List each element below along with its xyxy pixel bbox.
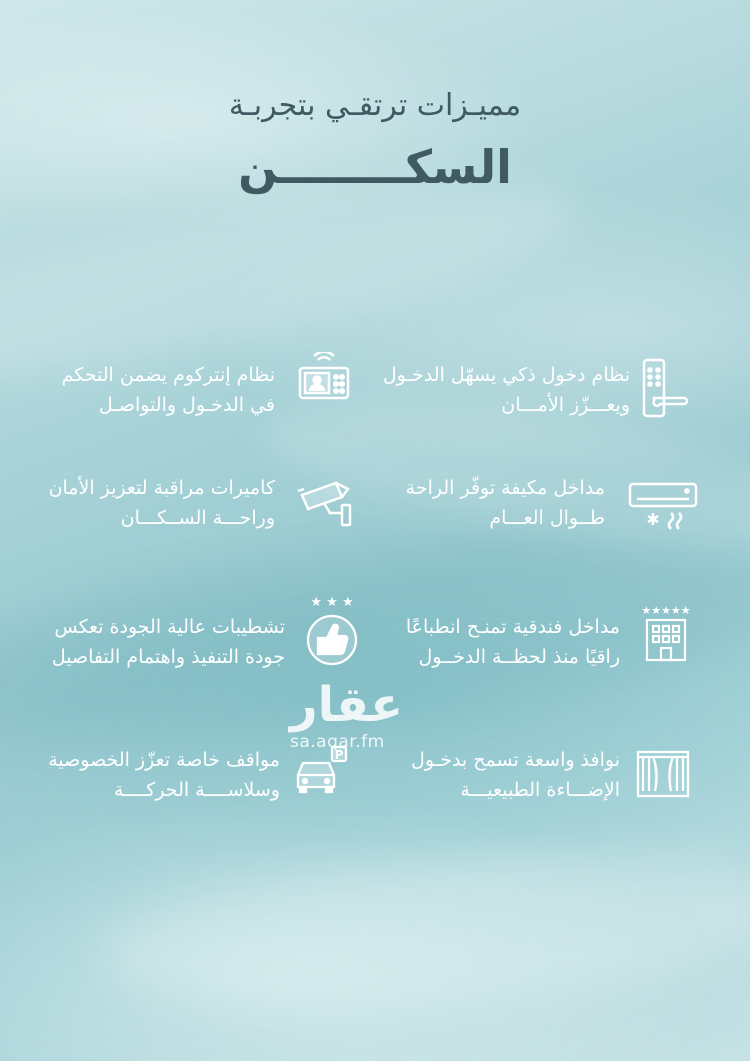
feature-line: ويعـــزّز الأمـــان [501,394,630,416]
page-title-line1: مميـزات ترتقـي بتجربـة [228,88,522,123]
quality-thumbs-up-icon [294,590,370,674]
watermark-logo: عقار [290,677,403,733]
feature-line: كاميرات مراقبة لتعزيز الأمان [48,477,275,499]
feature-wide-windows [385,745,705,815]
feature-line: مواقف خاصة تعزّز الخصوصية [48,749,280,771]
feature-line: وراحـــة الســكـــان [120,507,275,529]
svg-text:★ ★ ★: ★ ★ ★ [310,595,354,610]
watermark [290,677,403,752]
window-curtains-icon [635,749,691,799]
feature-line: جودة التنفيذ واهتمام التفاصيل [51,646,285,668]
feature-line: الإضـــاءة الطبيعيـــة [460,779,620,801]
feature-line: تشطيبات عالية الجودة تعكس [54,616,285,638]
feature-hotel-entrances [385,604,705,682]
hotel-building-icon [633,602,699,664]
watermark-site: sa.aqar.fm [290,732,385,752]
background-swirl [96,836,750,1024]
intercom-icon [296,352,352,408]
feature-line: وسلاســــة الحركــــة [113,779,280,801]
feature-line: مداخل فندقية تمنـح انطباعًا [405,616,620,638]
feature-line: نظام إنتركوم يضمن التحكم [61,364,275,386]
svg-text:P: P [334,748,344,762]
security-camera-icon [296,477,356,531]
feature-intercom [60,360,360,430]
feature-line: طــوال العـــام [489,507,605,529]
page-title-line2: السكــــــــن [238,140,512,194]
air-conditioner-icon [627,481,699,531]
feature-line: في الدخـول والتواصـل [98,394,275,416]
feature-surveillance [48,473,360,543]
feature-air-conditioning [385,473,705,543]
feature-line: راقيًا منذ لحظــة الدخــول [418,646,620,668]
feature-private-parking [48,745,380,815]
feature-smart-entry [382,360,695,430]
car-parking-icon [292,745,352,795]
feature-line: نوافذ واسعة تسمح بدخـول [411,749,620,771]
feature-line: نظام دخول ذكي يسهّل الدخـول [382,364,630,386]
svg-text:★★★★★: ★★★★★ [641,604,691,617]
smart-lock-icon [640,356,690,422]
feature-quality-finishes [51,595,380,682]
feature-line: مداخل مكيفة توفّر الراحة [405,477,605,499]
